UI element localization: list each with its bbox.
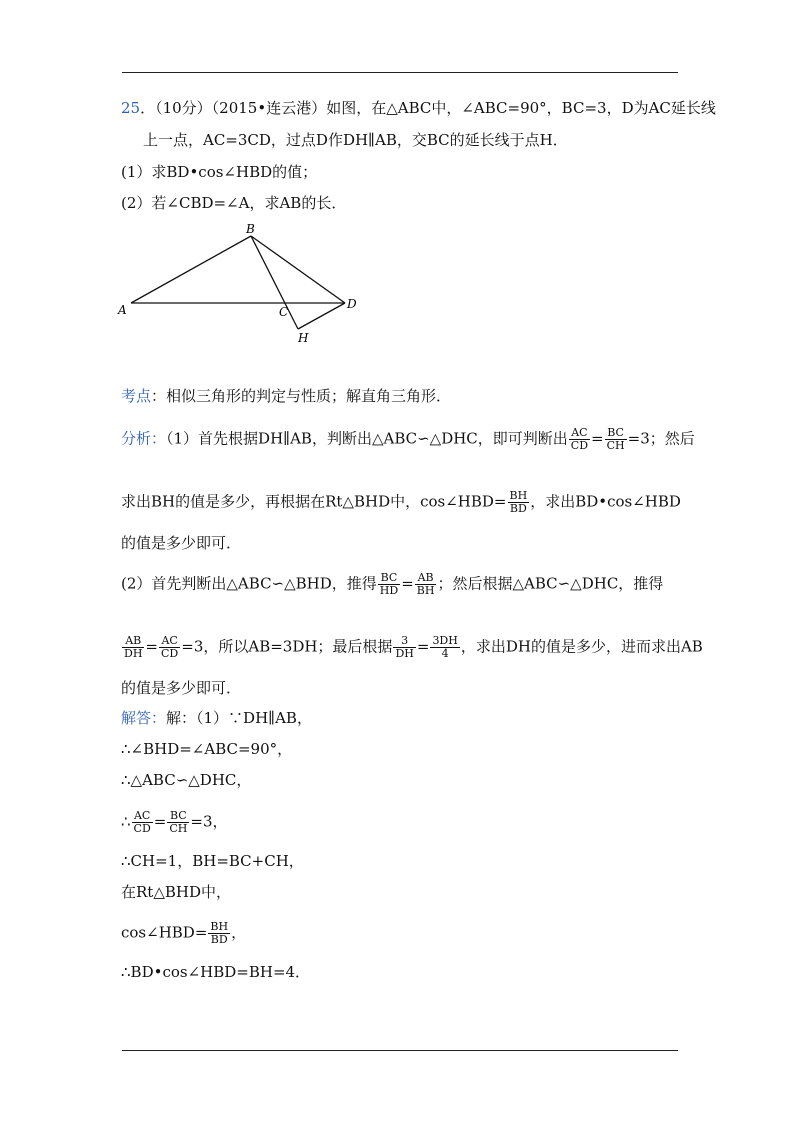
fenxi-text: 的值是多少即可． [121,534,242,552]
denominator: BD [210,933,228,946]
segment-AB [131,236,251,303]
equals-sign: = [145,637,158,656]
label-A: A [118,303,127,317]
denominator: DH [395,647,414,660]
denominator: BH [416,584,435,597]
kaodian-label: 考点 [121,387,152,405]
question-part-2 [121,193,346,213]
label-C: C [279,305,289,319]
jieda-line-2 [121,739,292,759]
question-line-1 [121,98,716,118]
jieda-line-5 [121,851,304,871]
numerator: BC [167,810,189,823]
solution-step: ∴BD•cos∠HBD=BH=4． [121,963,311,981]
fenxi-text: ；然后根据△ABC∽△DHC，推得 [437,574,664,593]
fraction-3-dh [393,635,415,660]
fenxi-line-4 [121,572,663,597]
part-1-text: (1）求BD•cos∠HBD的值； [121,163,318,181]
fenxi-text: 的值是多少即可． [121,679,242,697]
denominator: CH [606,439,625,452]
denominator: HD [379,584,399,597]
kaodian-text: ：相似三角形的判定与性质；解直角三角形． [151,387,452,405]
fenxi-text: =3，所以AB=3DH；最后根据 [181,637,393,656]
fenxi-text: （1）首先根据DH∥AB，判断出△ABC∽△DHC，即可判断出 [166,429,568,448]
fraction-3dh-4 [430,635,459,660]
numerator: BC [378,572,400,585]
jieda-line-3 [121,770,251,790]
geometry-figure [115,218,365,348]
question-part-1 [121,162,317,182]
kaodian-line [121,386,451,406]
fraction-bc-ch [605,427,627,452]
equals-sign: = [416,637,430,656]
numerator: 3 [393,635,415,648]
jieda-line-6 [121,882,231,902]
denominator: 4 [441,647,449,660]
fraction-bc-hd [378,572,400,597]
bottom-rule [122,1050,678,1051]
fenxi-text: 求出BH的值是多少，再根据在Rt△BHD中，cos∠HBD= [121,492,507,511]
question-header: ．（10分）（2015•连云港）如图，在△ABC中，∠ABC=90°，BC=3，D为AC延长线 [140,99,716,117]
numerator: BH [509,489,528,502]
fenxi-line-2 [121,490,681,515]
equals-sign: = [591,429,604,448]
segment-BH [251,236,298,329]
question-number: 25 [121,99,141,117]
denominator: CD [161,647,179,660]
top-rule [122,72,678,73]
fenxi-text: =3；然后 [627,429,695,448]
numerator: AC [569,427,590,440]
fenxi-text: ，求出BD•cos∠HBD [530,492,681,511]
denominator: CH [169,822,188,835]
solution-step: cos∠HBD= [121,923,208,942]
fraction-bh-bd-2 [208,921,230,946]
jieda-line-8 [121,962,310,982]
therefore-symbol: ∴ [121,812,131,831]
segment-DH [298,303,345,329]
fraction-bc-ch-2 [167,810,189,835]
numerator: BH [210,920,229,933]
solution-step: ∴CH=1，BH=BC+CH， [121,852,304,870]
fenxi-line-5 [121,635,703,660]
jieda-line-4 [121,810,228,835]
solution-step: 解：（1）∵DH∥AB， [166,709,312,727]
solution-step: ∴△ABC∽△DHC， [121,771,252,789]
solution-step: ， [231,923,247,942]
numerator: BC [605,427,627,440]
fraction-bh-bd [508,490,530,515]
question-condition: 上一点，AC=3CD，过点D作DH∥AB，交BC的延长线于点H． [143,131,568,149]
fraction-ab-dh [122,635,144,660]
part-2-text: (2）若∠CBD=∠A，求AB的长． [121,194,347,212]
label-H: H [298,331,309,345]
equals-sign: = [401,574,414,593]
denominator: BD [509,502,527,515]
label-B: B [246,222,255,236]
fenxi-line-1 [121,427,695,452]
fenxi-text: ，求出DH的值是多少，进而求出AB [460,637,703,656]
numerator: AC [132,810,153,823]
fenxi-line-6 [121,678,241,698]
fraction-ac-cd [569,427,590,452]
jieda-line-1 [121,708,312,728]
denominator: DH [124,647,143,660]
denominator: CD [133,822,151,835]
numerator: AB [122,635,144,648]
segment-BD [251,236,345,303]
fraction-ac-cd-2 [159,635,180,660]
fenxi-line-3 [121,533,241,553]
solution-step: =3， [190,812,228,831]
numerator: AB [415,572,437,585]
fenxi-label: 分析： [121,429,167,448]
solution-step: ∴∠BHD=∠ABC=90°， [121,740,293,758]
jieda-line-7 [121,921,246,946]
fraction-ac-cd-3 [132,810,153,835]
fenxi-text: (2）首先判断出△ABC∽△BHD，推得 [121,574,377,593]
numerator: 3DH [432,634,458,647]
label-D: D [347,297,357,311]
solution-step: 在Rt△BHD中， [121,883,231,901]
fraction-ab-bh [415,572,437,597]
denominator: CD [570,439,589,452]
jieda-label: 解答： [121,709,167,727]
numerator: AC [159,635,180,648]
question-line-2 [143,130,568,150]
equals-sign: = [153,812,167,831]
